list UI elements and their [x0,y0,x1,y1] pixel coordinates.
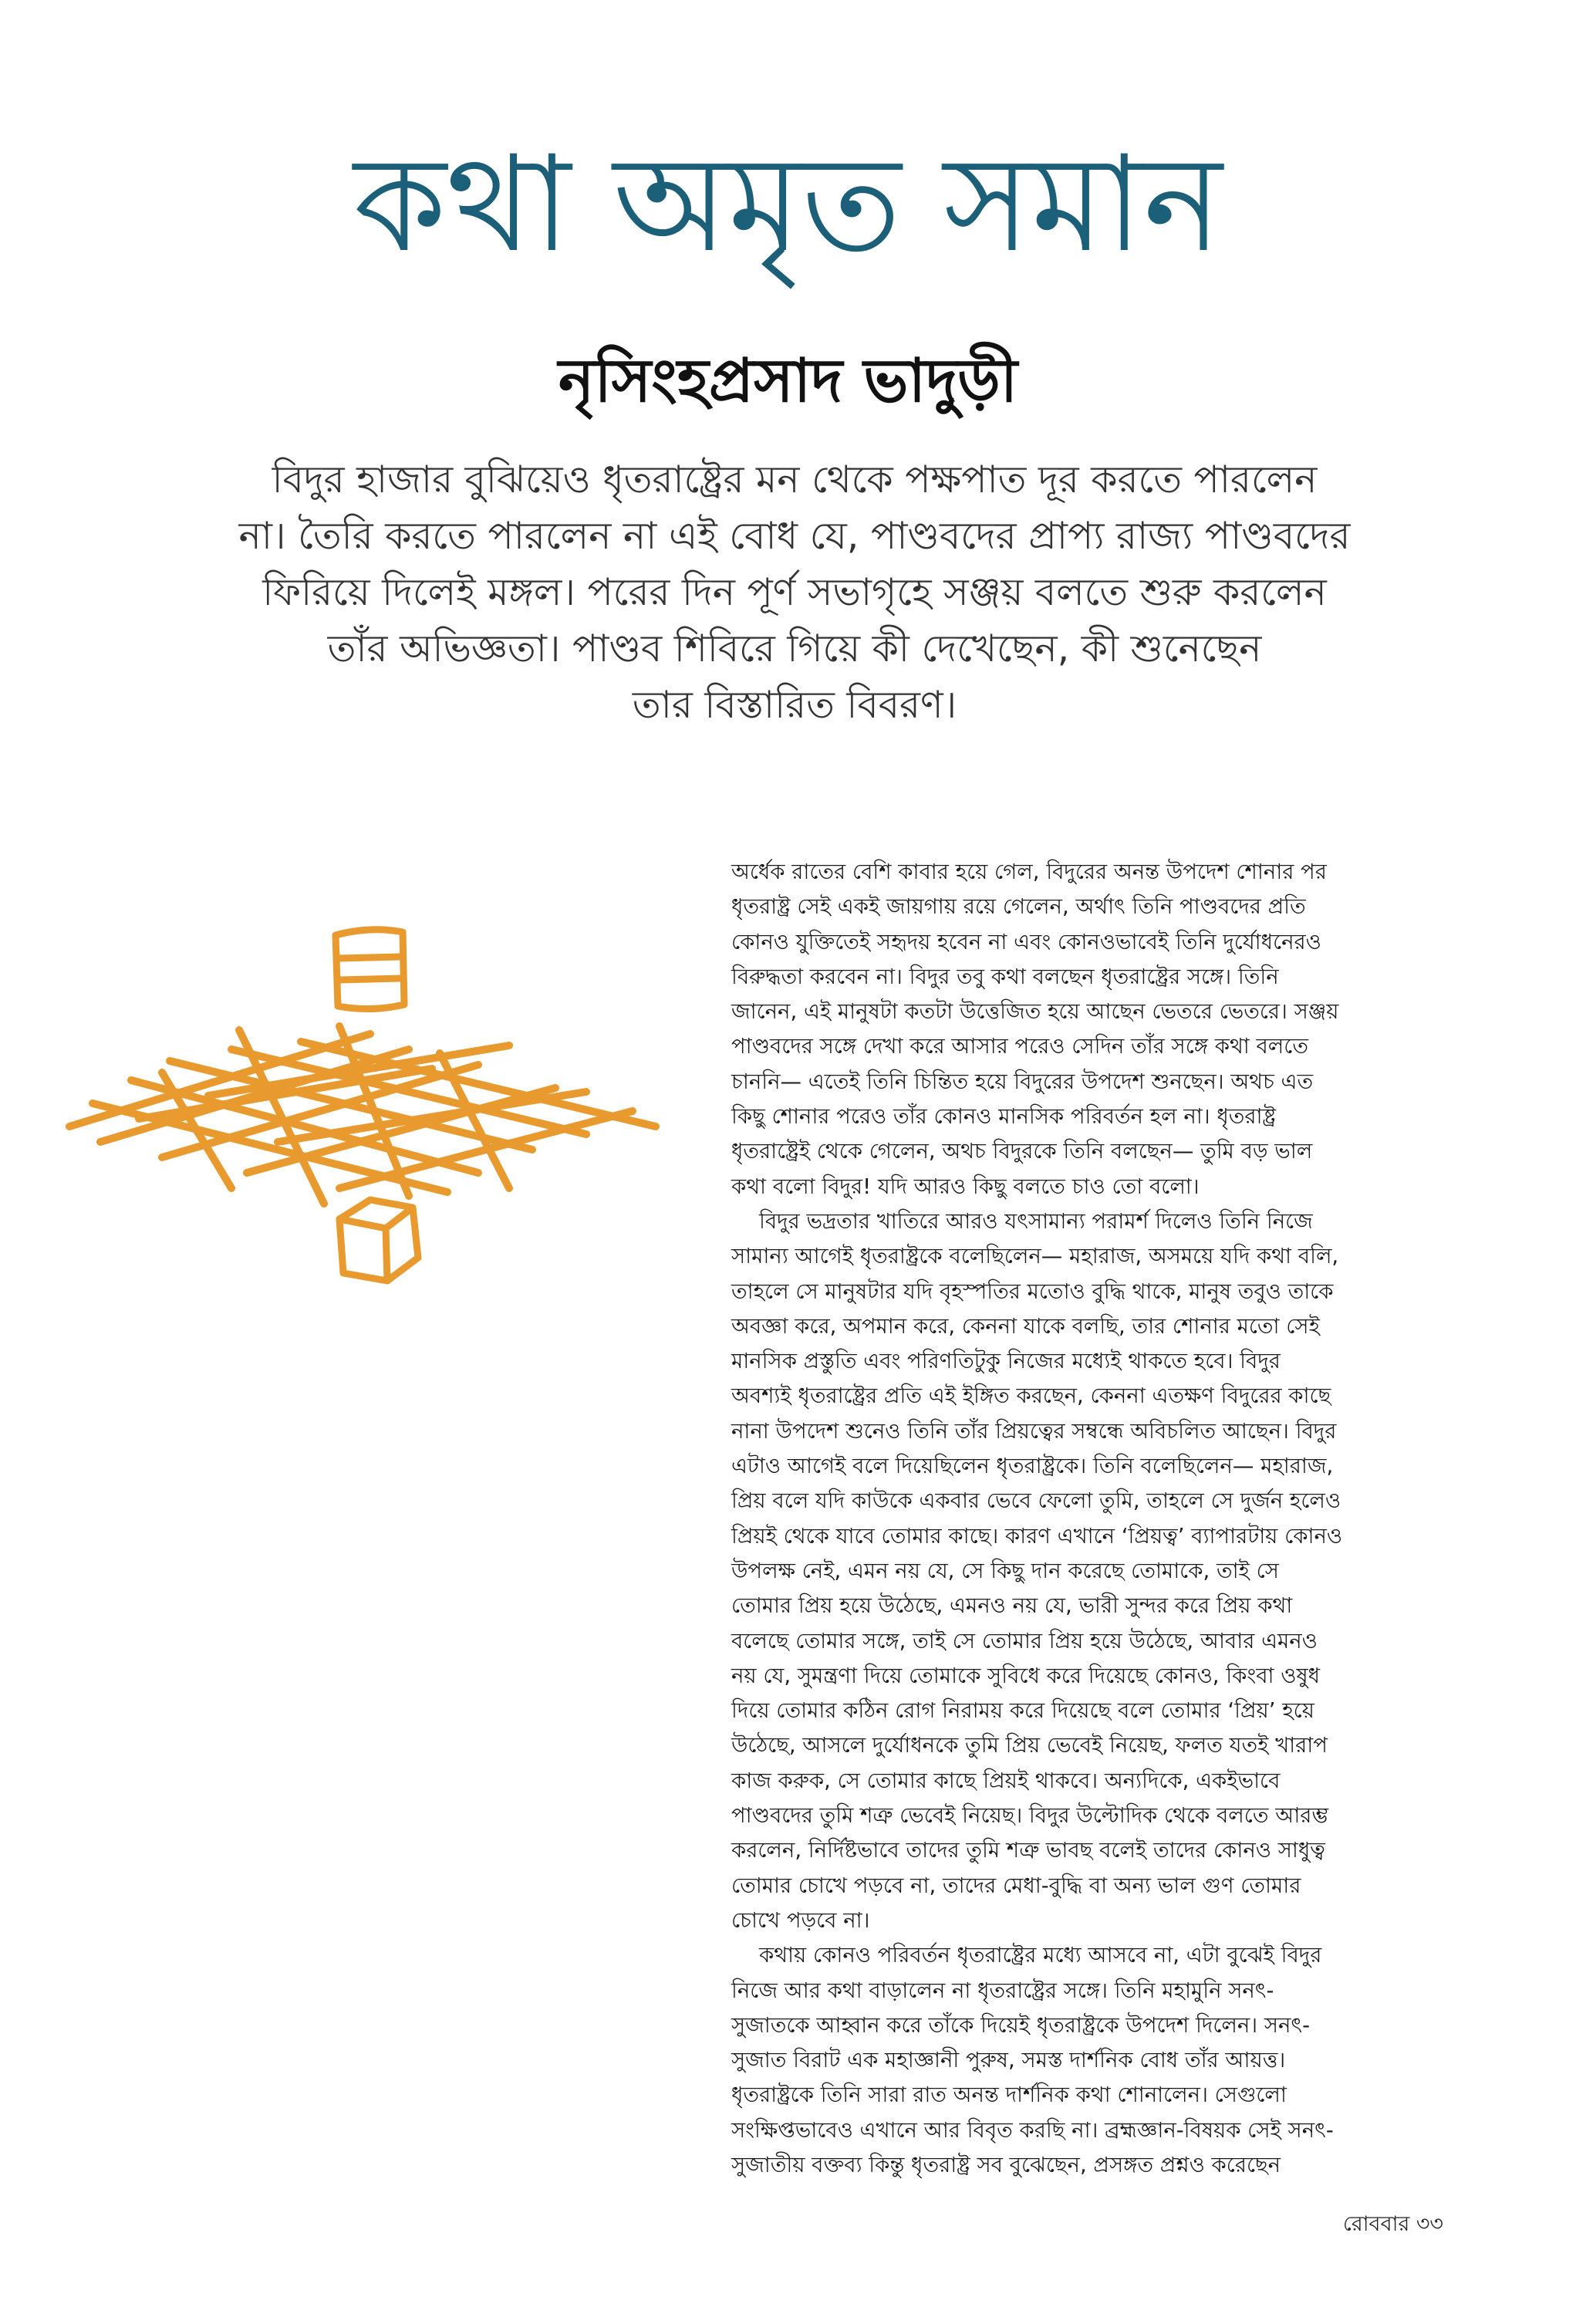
body-line: এটাও আগেই বলে দিয়েছিলেন ধৃতরাষ্ট্রকে। তিনি বলেছিলেন— মহারাজ, [731,1454,1334,1479]
body-line: অর্ধেক রাতের বেশি কাবার হয়ে গেল, বিদুরের অনন্ত উপদেশ শোনার পর [731,860,1327,884]
body-line: চোখে পড়বে না। [731,1907,870,1933]
body-line: বলেছে তোমার সঙ্গে, তাই সে তোমার প্রিয় হয়ে উঠেছে, আবার এমনও [731,1628,1318,1653]
body-line: অবজ্ঞা করে, অপমান করে, কেননা যাকে বলছি, তার শোনার মতো সেই [731,1313,1320,1339]
body-line: বিদুর ভদ্রতার খাতিরে আরও যৎসামান্য পরামর্শ দিলেও তিনি নিজে [759,1208,1313,1234]
body-line: সামান্য আগেই ধৃতরাষ্ট্রকে বলেছিলেন— মহারাজ, অসময়ে যদি কথা বলি, [731,1244,1339,1269]
body-line: তোমার প্রিয় হয়ে উঠেছে, এমনও নয় যে, ভারী সুন্দর করে প্রিয় কথা [731,1593,1293,1619]
body-line: নয় যে, সুমন্ত্রণা দিয়ে তোমাকে সুবিধে করে দিয়েছে কোনও, কিংবা ওষুধ [731,1663,1321,1688]
page-title: কথা অমৃত সমান [353,127,1223,282]
body-line: নানা উপদেশ শুনেও তিনি তাঁর প্রিয়ত্বের সম্বন্ধে অবিচলিত আছেন। বিদুর [731,1418,1337,1444]
body-line: উপলক্ষ নেই, এমন নয় যে, সে কিছু দান করেছে তোমাকে, তাই সে [731,1558,1279,1583]
article-body [731,855,1464,2183]
game-board-dice-illustration-icon [46,895,679,1296]
body-line: কোনও যুক্তিতেই সহৃদয় হবেন না এবং কোনওভাবেই তিনি দুর্যোধনেরও [731,929,1321,954]
body-line: দিয়ে তোমার কঠিন রোগ নিরাময় করে দিয়েছে বলে তোমার ‘প্রিয়’ হয়ে [731,1698,1314,1724]
body-line: সুজাতীয় বক্তব্য কিন্তু ধৃতরাষ্ট্র সব বুঝেছেন, প্রসঙ্গত প্রশ্নও করেছেন [731,2152,1281,2177]
body-line: প্রিয় বলে যদি কাউকে একবার ভেবে ফেলো তুমি, তাহলে সে দুর্জন হলেও [731,1488,1341,1514]
intro-line: ফিরিয়ে দিলেই মঙ্গল। পরের দিন পূর্ণ সভাগৃহে সঞ্জয় বলতে শুরু করলেন [262,570,1327,614]
intro-line: তার বিস্তারিত বিবরণ। [632,683,957,727]
body-line: কাজ করুক, সে তোমার কাছে প্রিয়ই থাকবে। অন্যদিকে, একইভাবে [731,1768,1281,1793]
body-line: ধৃতরাষ্ট্রেই থেকে গেলেন, অথচ বিদুরকে তিনি বলছেন— তুমি বড় ভাল [731,1139,1313,1164]
board-grid-icon [69,1026,656,1204]
body-line: সুজাতকে আহ্বান করে তাঁকে দিয়েই ধৃতরাষ্ট্রকে উপদেশ দিলেন। সনৎ- [731,2012,1311,2038]
top-die-icon [336,930,404,1009]
body-line: পাণ্ডবদের সঙ্গে দেখা করে আসার পরেও সেদিন তাঁর সঙ্গে কথা বলতে [731,1034,1308,1059]
intro-line: তাঁর অভিজ্ঞতা। পাণ্ডব শিবিরে গিয়ে কী দেখেছেন, কী শুনেছেন [327,627,1262,671]
body-line: মানসিক প্রস্তুতি এবং পরিণতিটুকু নিজের মধ্যেই থাকতে হবে। বিদুর [731,1349,1281,1374]
body-line: ধৃতরাষ্ট্র সেই একই জায়গায় রয়ে গেলেন, অর্থাৎ তিনি পাণ্ডবদের প্রতি [731,894,1306,920]
page-footer: রোববার ৩৩ [1342,2212,1443,2236]
body-line: বিরুদ্ধতা করবেন না। বিদুর তবু কথা বলছেন ধৃতরাষ্ট্রের সঙ্গে। তিনি [731,964,1279,989]
body-line: পাণ্ডবদের তুমি শত্রু ভেবেই নিয়েছ। বিদুর উল্টোদিক থেকে বলতে আরম্ভ [731,1803,1329,1829]
intro-summary [154,451,1435,733]
bottom-die-icon [339,1200,418,1281]
body-line: অবশ্যই ধৃতরাষ্ট্রের প্রতি এই ইঙ্গিত করছেন, কেননা এতক্ষণ বিদুরের কাছে [731,1383,1331,1409]
body-line: কথায় কোনও পরিবর্তন ধৃতরাষ্ট্রের মধ্যে আসবে না, এটা বুঝেই বিদুর [759,1943,1322,1968]
body-line: তাহলে সে মানুষটার যদি বৃহস্পতির মতোও বুদ্ধি থাকে, মানুষ তবুও তাকে [731,1279,1334,1304]
body-line: উঠেছে, আসলে দুর্যোধনকে তুমি প্রিয় ভেবেই নিয়েছ, ফলত যতই খারাপ [731,1733,1328,1758]
body-line: চাননি— এতেই তিনি চিন্তিত হয়ে বিদুরের উপদেশ শুনছেন। অথচ এত [731,1069,1314,1094]
body-line: ধৃতরাষ্ট্রকে তিনি সারা রাত অনন্ত দার্শনিক কথা শোনালেন। সেগুলো [731,2082,1287,2108]
author-name: নৃসিংহপ্রসাদ ভাদুড়ী [558,346,1018,416]
body-line: তোমার চোখে পড়বে না, তাদের মেধা-বুদ্ধি বা অন্য ভাল গুণ তোমার [731,1873,1301,1898]
body-line: সুজাত বিরাট এক মহাজ্ঞানী পুরুষ, সমস্ত দার্শনিক বোধ তাঁর আয়ত্ত। [731,2048,1286,2073]
body-line: করলেন, নির্দিষ্টভাবে তাদের তুমি শত্রু ভাবছ বলেই তাদের কোনও সাধুত্ব [731,1838,1325,1863]
body-line: প্রিয়ই থেকে যাবে তোমার কাছে। কারণ এখানে ‘প্রিয়ত্ব’ ব্যাপারটায় কোনও [731,1523,1343,1549]
body-line: সংক্ষিপ্তভাবেও এখানে আর বিবৃত করছি না। ব্রহ্মজ্ঞান-বিষয়ক সেই সনৎ- [731,2117,1334,2143]
intro-line: না। তৈরি করতে পারলেন না এই বোধ যে, পাণ্ডবদের প্রাপ্য রাজ্য পাণ্ডবদের [238,514,1351,558]
body-line: কথা বলো বিদুর! যদি আরও কিছু বলতে চাও তো বলো। [731,1174,1200,1199]
body-line: জানেন, এই মানুষটা কতটা উত্তেজিত হয়ে আছেন ভেতরে ভেতরে। সঞ্জয় [731,999,1339,1025]
body-line: নিজে আর কথা বাড়ালেন না ধৃতরাষ্ট্রের সঙ্গে। তিনি মহামুনি সনৎ- [731,1978,1274,2003]
intro-line: বিদুর হাজার বুঝিয়েও ধৃতরাষ্ট্রের মন থেকে পক্ষপাত দূর করতে পারলেন [272,458,1318,502]
body-line: কিছু শোনার পরেও তাঁর কোনও মানসিক পরিবর্তন হল না। ধৃতরাষ্ট্র [731,1104,1276,1130]
